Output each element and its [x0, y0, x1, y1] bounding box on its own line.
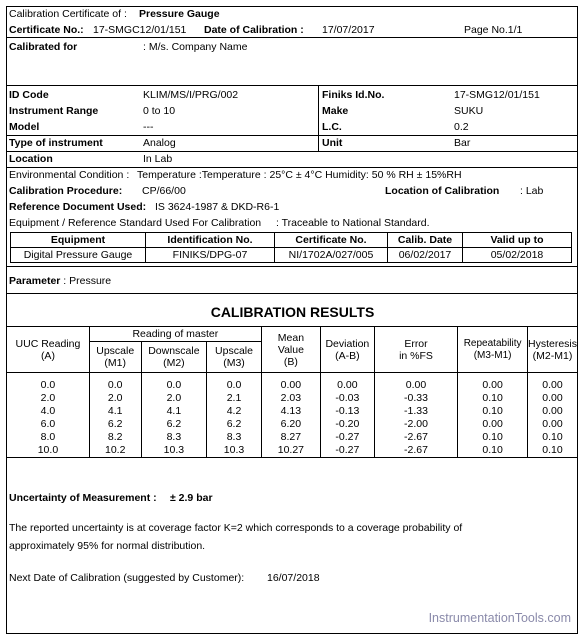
title-label: Calibration Certificate of : — [9, 8, 127, 20]
upscale-m1-cell: 0.0 — [89, 373, 141, 393]
results-title: CALIBRATION RESULTS — [210, 304, 375, 320]
results-table — [6, 326, 578, 458]
parameter-line — [9, 275, 111, 288]
downscale-m2-cell: 8.3 — [141, 431, 207, 444]
upscale-m3-cell: 0.0 — [207, 373, 262, 393]
upscale-m3-cell: 2.1 — [207, 392, 262, 405]
title-value: Pressure Gauge — [139, 8, 220, 20]
watermark: InstrumentationTools.com — [428, 611, 571, 625]
deviation-cell: -0.20 — [320, 418, 374, 431]
upscale-m1-cell: 4.1 — [89, 405, 141, 418]
hysteresis-cell: 0.10 — [527, 444, 577, 458]
next-date-value: 16/07/2018 — [267, 572, 320, 584]
hysteresis-cell: 0.00 — [527, 405, 577, 418]
downscale-m2-cell: 6.2 — [141, 418, 207, 431]
uuc-cell: 8.0 — [7, 431, 90, 444]
id-code-value: KLIM/MS/I/PRG/002 — [143, 89, 239, 101]
page-number: Page No.1/1 — [464, 24, 523, 36]
uncertainty-value: ± 2.9 bar — [170, 492, 213, 504]
error-cell: -1.33 — [374, 405, 457, 418]
equipment-reference-value: : Traceable to National Standard. — [276, 217, 430, 229]
unit-label: Unit — [322, 137, 343, 149]
table-row — [7, 392, 578, 405]
repeatability-cell: 0.10 — [458, 444, 528, 458]
valid-up-to-cell: 05/02/2018 — [463, 248, 572, 263]
id-code-label: ID Code — [9, 89, 49, 101]
reference-value: IS 3624-1987 & DKD-R6-1 — [155, 201, 280, 213]
error-cell: -0.33 — [374, 392, 457, 405]
mean-cell: 0.00 — [261, 373, 320, 393]
downscale-m2-cell: 0.0 — [141, 373, 207, 393]
divider — [6, 37, 578, 38]
table-row — [7, 444, 578, 458]
calib-date-cell: 06/02/2017 — [388, 248, 463, 263]
uuc-cell: 2.0 — [7, 392, 90, 405]
location-of-calibration-value: : Lab — [520, 185, 544, 197]
equipment-header-row — [11, 233, 572, 248]
divider — [6, 85, 578, 86]
make-label: Make — [322, 105, 349, 117]
repeatability-cell: 0.10 — [458, 392, 528, 405]
valid-up-to-header: Valid up to — [463, 233, 572, 248]
certificate-header: Certificate No. — [275, 233, 388, 248]
calibrated-for-value: : M/s. Company Name — [143, 41, 248, 53]
uuc-cell: 10.0 — [7, 444, 90, 458]
repeatability-cell: 0.00 — [458, 418, 528, 431]
error-cell: -2.00 — [374, 418, 457, 431]
upscale-m3-cell: 8.3 — [207, 431, 262, 444]
table-row — [7, 373, 578, 393]
upscale-m3-header: Upscale (M3) — [207, 342, 262, 373]
uuc-cell: 4.0 — [7, 405, 90, 418]
repeatability-cell: 0.10 — [458, 405, 528, 418]
deviation-cell: -0.03 — [320, 392, 374, 405]
instrument-range-value: 0 to 10 — [143, 105, 176, 117]
table-row — [7, 405, 578, 418]
downscale-m2-header: Downscale (M2) — [141, 342, 207, 373]
equipment-header: Equipment — [11, 233, 146, 248]
uncertainty-note-line2: approximately 95% for normal distribution. — [9, 540, 206, 552]
lc-value: 0.2 — [454, 121, 469, 133]
procedure-value: CP/66/00 — [142, 185, 186, 197]
model-value: --- — [143, 121, 154, 133]
error-header: Error in %FS — [374, 327, 457, 373]
type-value: Analog — [143, 137, 176, 149]
table-row — [7, 431, 578, 444]
cert-no-value: 17-SMGC12/01/151 — [93, 24, 187, 36]
error-cell: -2.67 — [374, 444, 457, 458]
calibrated-for-label: Calibrated for — [9, 41, 78, 53]
repeatability-cell: 0.00 — [458, 373, 528, 393]
certificate-cell: NI/1702A/027/005 — [275, 248, 388, 263]
divider — [318, 85, 319, 151]
upscale-m3-cell: 6.2 — [207, 418, 262, 431]
environment-label: Environmental Condition : — [9, 169, 130, 181]
upscale-m1-cell: 8.2 — [89, 431, 141, 444]
downscale-m2-cell: 2.0 — [141, 392, 207, 405]
upscale-m3-cell: 10.3 — [207, 444, 262, 458]
downscale-m2-cell: 4.1 — [141, 405, 207, 418]
equipment-table — [10, 232, 572, 263]
model-label: Model — [9, 121, 40, 133]
make-value: SUKU — [454, 105, 484, 117]
uncertainty-label: Uncertainty of Measurement : — [9, 492, 157, 504]
deviation-header: Deviation (A-B) — [320, 327, 374, 373]
parameter-label: Parameter — [9, 275, 61, 287]
finiks-id-value: 17-SMG12/01/151 — [454, 89, 540, 101]
results-body — [7, 373, 578, 458]
mean-cell: 8.27 — [261, 431, 320, 444]
hysteresis-header: Hysteresis (M2-M1) — [527, 327, 577, 373]
reference-label: Reference Document Used: — [9, 201, 147, 213]
mean-header: Mean Value (B) — [261, 327, 320, 373]
error-cell: -2.67 — [374, 431, 457, 444]
upscale-m1-cell: 6.2 — [89, 418, 141, 431]
divider — [6, 293, 578, 294]
cert-no-label: Certificate No.: — [9, 24, 84, 36]
upscale-m1-cell: 2.0 — [89, 392, 141, 405]
uuc-cell: 6.0 — [7, 418, 90, 431]
upscale-m1-cell: 10.2 — [89, 444, 141, 458]
uuc-cell: 0.0 — [7, 373, 90, 393]
parameter-value: : Pressure — [63, 275, 112, 287]
mean-cell: 2.03 — [261, 392, 320, 405]
date-label: Date of Calibration : — [204, 24, 304, 36]
results-header-row — [7, 327, 578, 342]
repeatability-header: Repeatability (M3-M1) — [458, 327, 528, 373]
lc-label: L.C. — [322, 121, 342, 133]
uncertainty-note-line1: The reported uncertainty is at coverage factor K=2 which corresponds to a coverage probability of — [9, 522, 463, 534]
hysteresis-cell: 0.00 — [527, 392, 577, 405]
finiks-id-label: Finiks Id.No. — [322, 89, 385, 101]
divider — [6, 167, 578, 168]
hysteresis-cell: 0.00 — [527, 373, 577, 393]
deviation-cell: 0.00 — [320, 373, 374, 393]
upscale-m3-cell: 4.2 — [207, 405, 262, 418]
location-of-calibration-label: Location of Calibration — [385, 185, 500, 197]
deviation-cell: -0.13 — [320, 405, 374, 418]
hysteresis-cell: 0.00 — [527, 418, 577, 431]
environment-value: Temperature :Temperature : 25°C ± 4°C Humidity: 50 % RH ± 15%RH — [137, 169, 462, 181]
date-value: 17/07/2017 — [322, 24, 375, 36]
hysteresis-cell: 0.10 — [527, 431, 577, 444]
upscale-m1-header: Upscale (M1) — [89, 342, 141, 373]
repeatability-cell: 0.10 — [458, 431, 528, 444]
identification-header: Identification No. — [146, 233, 275, 248]
instrument-range-label: Instrument Range — [9, 105, 99, 117]
equipment-reference-label: Equipment / Reference Standard Used For Calibration — [9, 217, 262, 229]
mean-cell: 10.27 — [261, 444, 320, 458]
location-label: Location — [9, 153, 53, 165]
unit-value: Bar — [454, 137, 471, 149]
equipment-cell: Digital Pressure Gauge — [11, 248, 146, 263]
divider — [6, 266, 578, 267]
identification-cell: FINIKS/DPG-07 — [146, 248, 275, 263]
divider — [6, 151, 578, 152]
reading-of-master-header: Reading of master — [89, 327, 261, 342]
deviation-cell: -0.27 — [320, 444, 374, 458]
type-label: Type of instrument — [9, 137, 103, 149]
mean-cell: 6.20 — [261, 418, 320, 431]
table-row — [11, 248, 572, 263]
error-cell: 0.00 — [374, 373, 457, 393]
mean-cell: 4.13 — [261, 405, 320, 418]
location-value: In Lab — [143, 153, 173, 165]
deviation-cell: -0.27 — [320, 431, 374, 444]
table-row — [7, 418, 578, 431]
downscale-m2-cell: 10.3 — [141, 444, 207, 458]
next-date-label: Next Date of Calibration (suggested by Customer): — [9, 572, 245, 584]
divider — [6, 135, 578, 136]
calib-date-header: Calib. Date — [388, 233, 463, 248]
uuc-header: UUC Reading (A) — [7, 327, 90, 373]
procedure-label: Calibration Procedure: — [9, 185, 123, 197]
